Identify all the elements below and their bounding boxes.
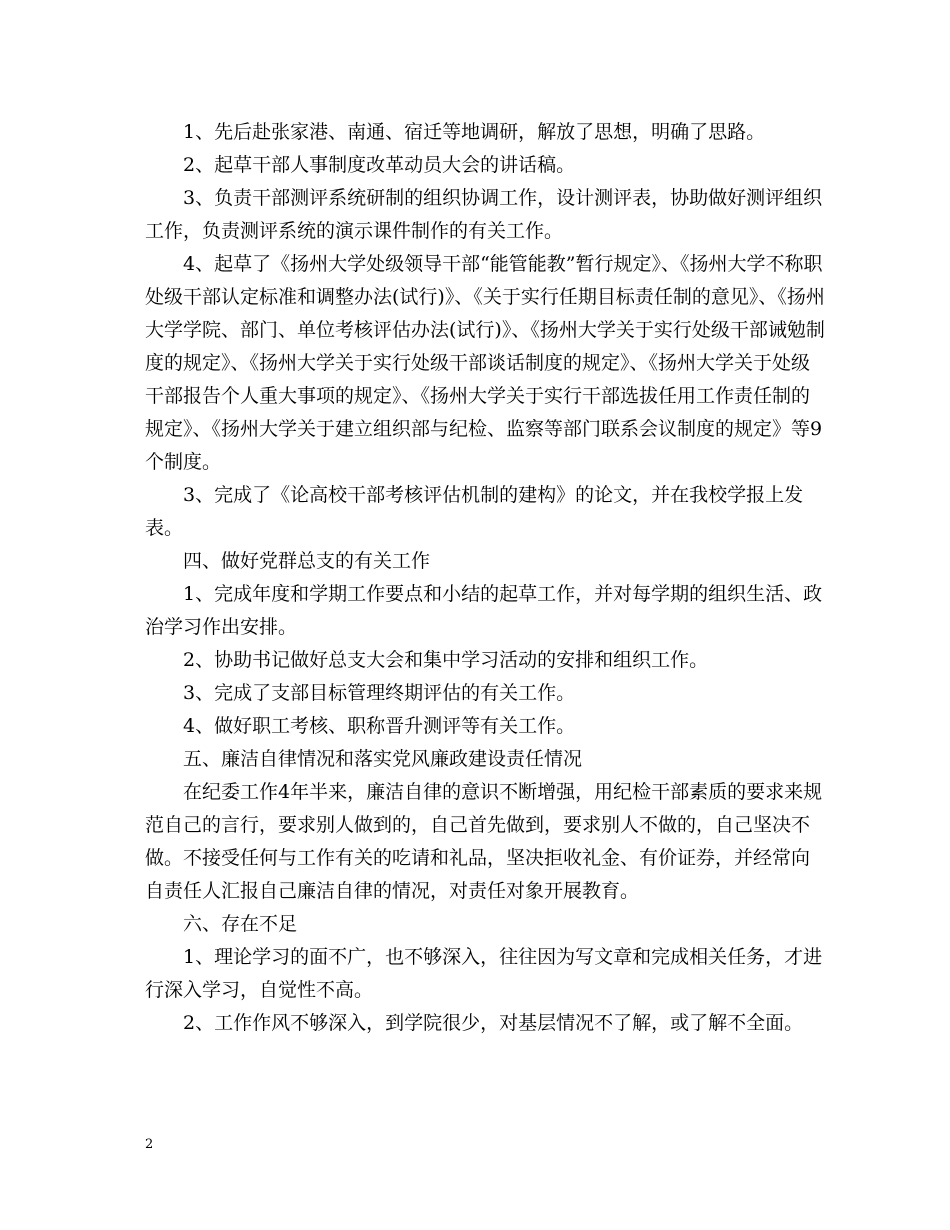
page-number: 2 bbox=[145, 1137, 154, 1152]
paragraph-11: 1、理论学习的面不广，也不够深入，往往因为写文章和完成相关任务，才进行深入学习，自觉性不高。 bbox=[145, 946, 823, 1001]
paragraph-8: 3、完成了支部目标管理终期评估的有关工作。 bbox=[183, 682, 576, 704]
paragraph-3: 3、负责干部测评系统研制的组织协调工作，设计测评表，协助做好测评组织工作，负责测评系统的演示课件制作的有关工作。 bbox=[145, 187, 823, 242]
document-body bbox=[145, 116, 825, 1040]
section-heading-4: 四、做好党群总支的有关工作 bbox=[183, 550, 431, 572]
section-heading-6: 六、存在不足 bbox=[183, 913, 298, 935]
paragraph-10: 在纪委工作4年半来，廉洁自律的意识不断增强，用纪检干部素质的要求来规范自己的言行，要求别人做到的，自己首先做到，要求别人不做的，自己坚决不做。不接受任何与工作有关的吃请和礼品，坚决拒收礼金、有价证券，并经常向自责任人汇报自己廉洁自律的情况，对责任对象开展教育。 bbox=[145, 781, 823, 902]
paragraph-4: 4、起草了《扬州大学处级领导干部“能管能教”暂行规定》、《扬州大学不称职处级干部认定标准和调整办法(试行)》、《关于实行任期目标责任制的意见》、《扬州大学学院、部门、单位考核评估办法(试行)》、《扬州大学关于实行处级干部诫勉制度的规定》、《扬州大学关于实行处级干部谈话制度的规定》、《扬州大学关于处级干部报告个人重大事项的规定》、《扬州大学关于实行干部选拔任用工作责任制的规定》、《扬州大学关于建立组织部与纪检、监察等部门联系会议制度的规定》等9个制度。 bbox=[145, 253, 825, 473]
paragraph-1: 1、先后赴张家港、南通、宿迁等地调研，解放了思想，明确了思路。 bbox=[183, 121, 766, 143]
paragraph-7: 2、协助书记做好总支大会和集中学习活动的安排和组织工作。 bbox=[183, 649, 709, 671]
paragraph-5: 3、完成了《论高校干部考核评估机制的建构》的论文，并在我校学报上发表。 bbox=[145, 484, 804, 539]
paragraph-12: 2、工作作风不够深入，到学院很少，对基层情况不了解，或了解不全面。 bbox=[183, 1012, 804, 1034]
section-heading-5: 五、廉洁自律情况和落实党风廉政建设责任情况 bbox=[183, 748, 583, 770]
paragraph-2: 2、起草干部人事制度改革动员大会的讲话稿。 bbox=[183, 154, 576, 176]
paragraph-9: 4、做好职工考核、职称晋升测评等有关工作。 bbox=[183, 715, 576, 737]
paragraph-6: 1、完成年度和学期工作要点和小结的起草工作，并对每学期的组织生活、政治学习作出安排。 bbox=[145, 583, 823, 638]
